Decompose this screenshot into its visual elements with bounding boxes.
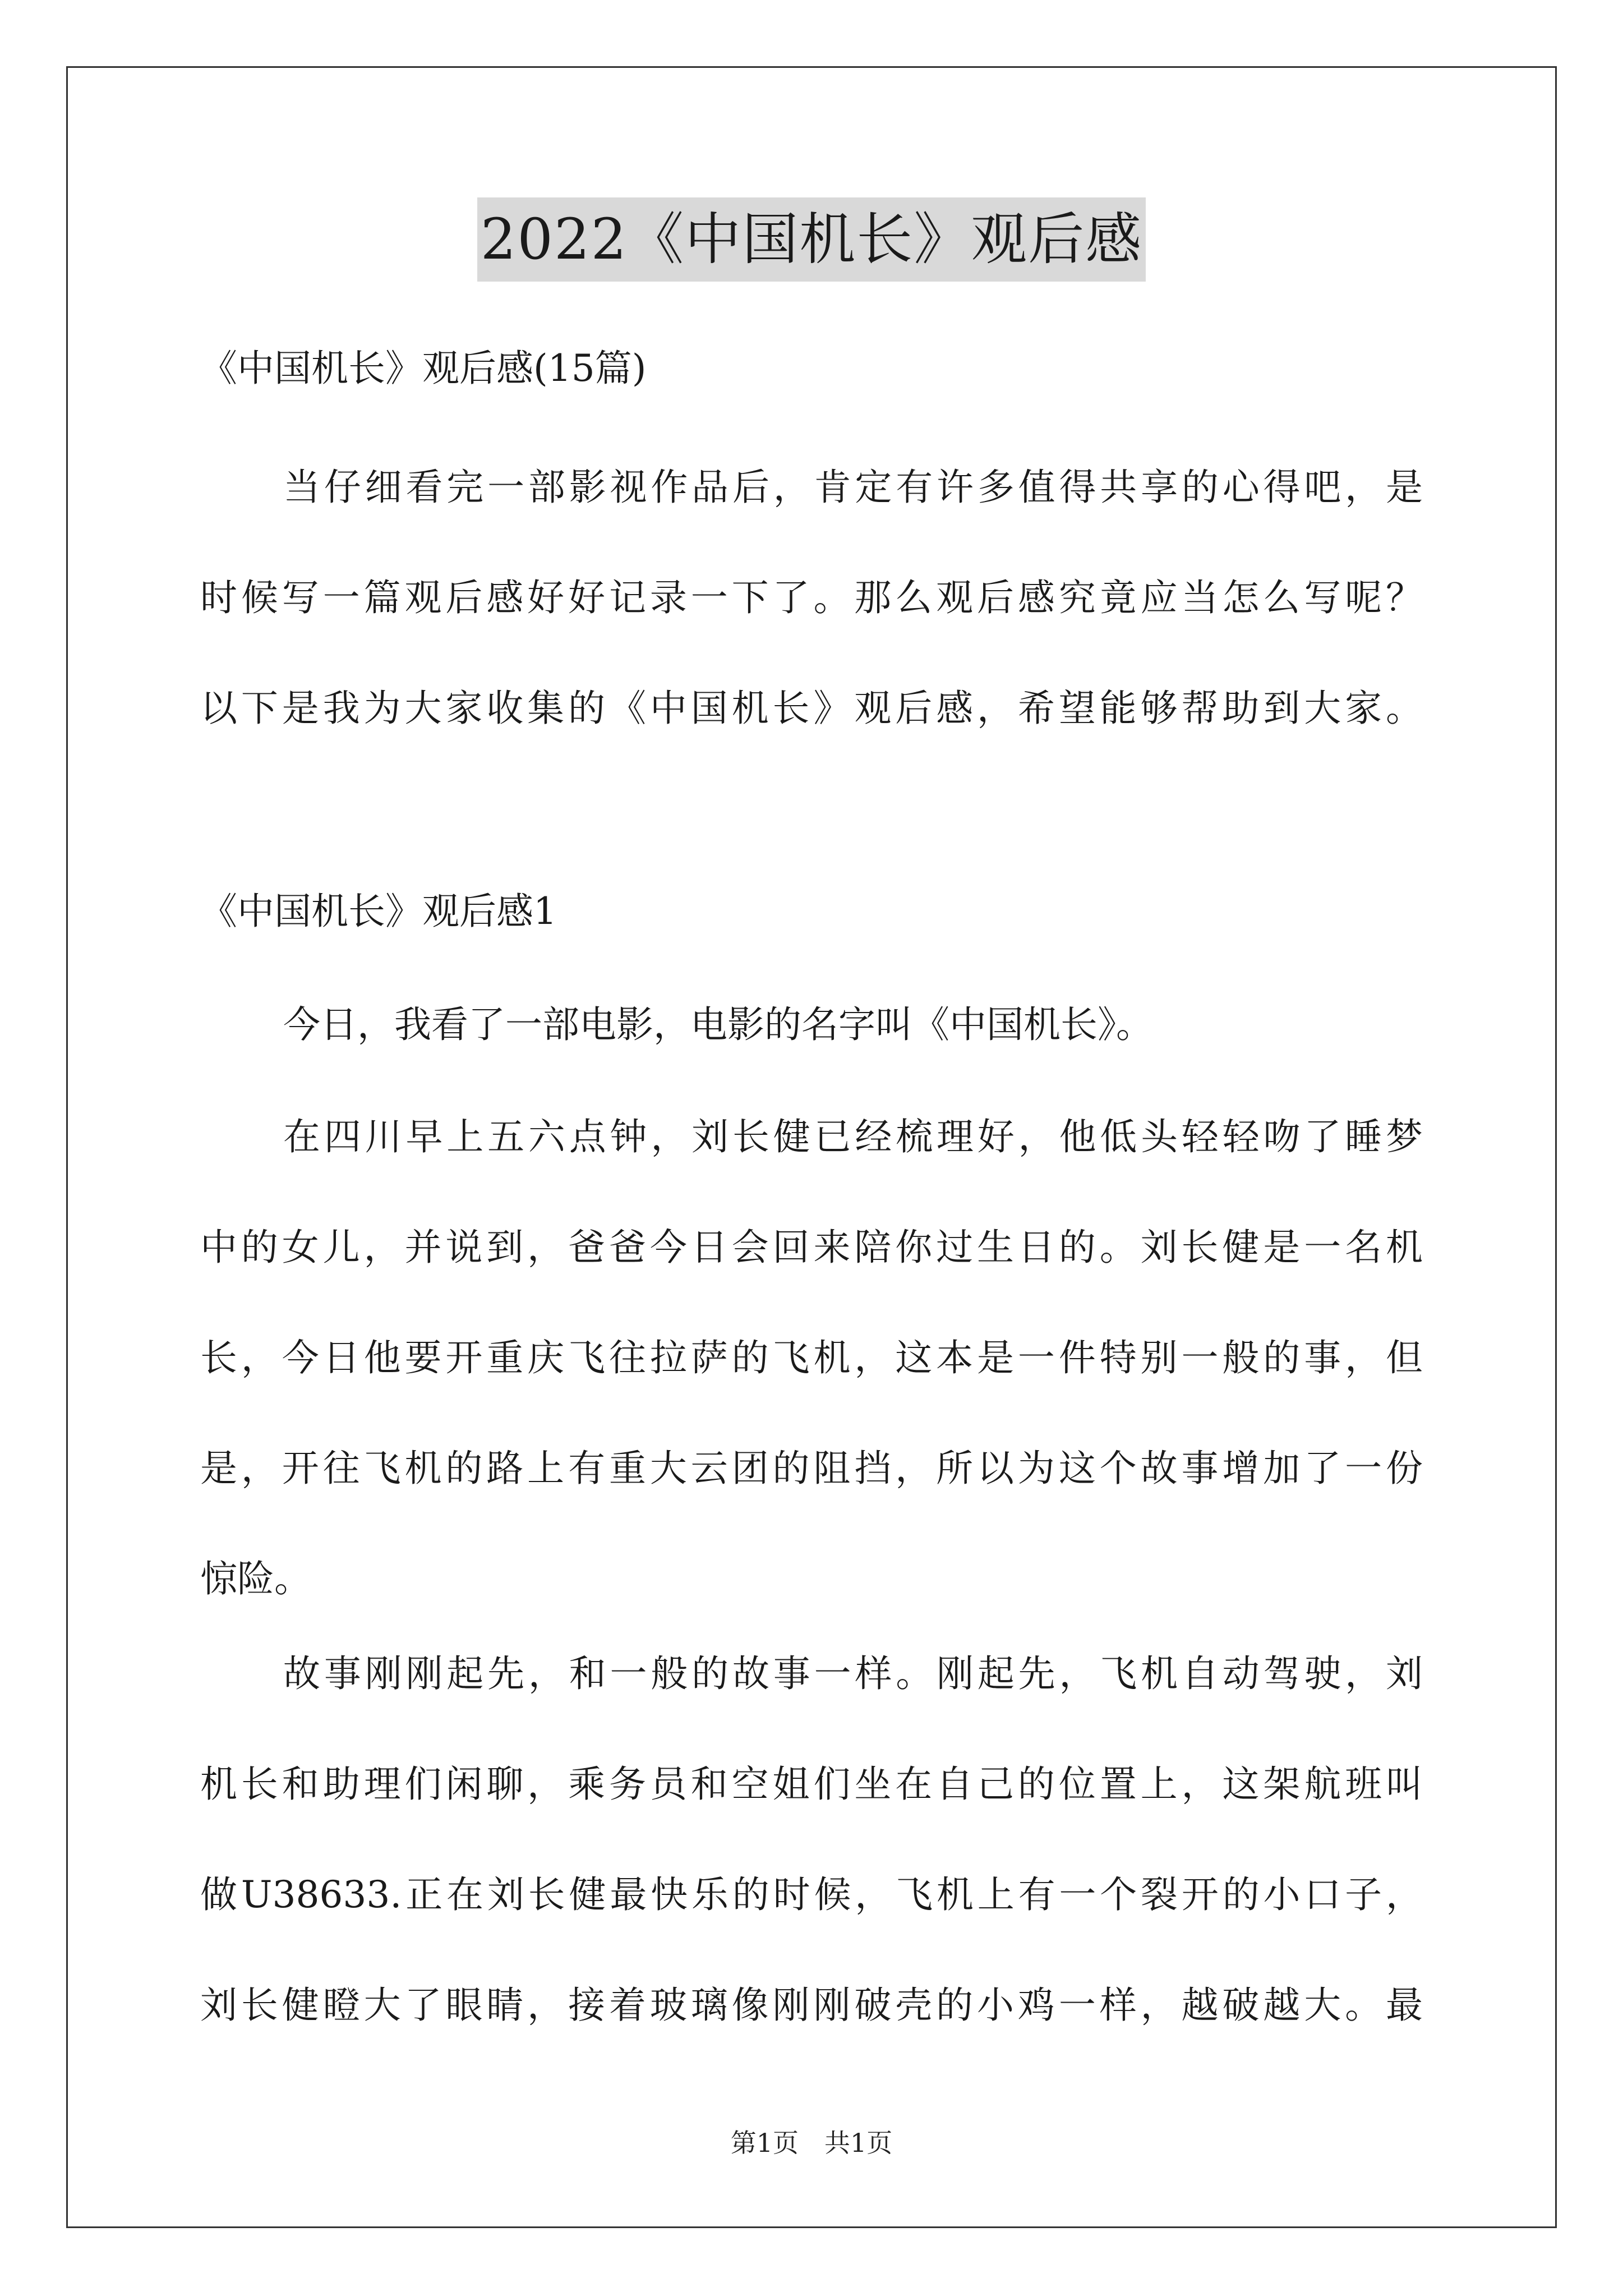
paragraph-3 (200, 1650, 1423, 2029)
intro-line: 时候写一篇观后感好好记录一下了。那么观后感究竟应当怎么写呢？ (200, 576, 1423, 619)
paragraph-line: 中的女儿，并说到，爸爸今日会回来陪你过生日的。刘长健是一名机 (200, 1226, 1423, 1269)
title-wrapper (0, 197, 1623, 282)
paragraph-line: 今日，我看了一部电影，电影的名字叫《中国机长》。 (283, 1003, 1153, 1046)
document-title: 2022《中国机长》观后感 (477, 197, 1146, 282)
paragraph-line: 长，今日他要开重庆飞往拉萨的飞机，这本是一件特别一般的事，但 (200, 1336, 1423, 1379)
subtitle-block (200, 345, 1423, 392)
paragraph-line: 是，开往飞机的路上有重大云团的阻挡，所以为这个故事增加了一份 (200, 1447, 1423, 1490)
paragraph-2 (200, 1114, 1423, 1603)
section-heading-block (200, 888, 1423, 935)
intro-line: 以下是我为大家收集的《中国机长》观后感，希望能够帮助到大家。 (200, 687, 1423, 730)
paragraph-line: 做U38633.正在刘长健最快乐的时候，飞机上有一个裂开的小口子， (200, 1873, 1423, 1916)
paragraph-1 (200, 1001, 1423, 1048)
paragraph-line: 故事刚刚起先，和一般的故事一样。刚起先，飞机自动驾驶，刘 (283, 1652, 1423, 1695)
paragraph-line: 惊险。 (200, 1557, 311, 1600)
document-subtitle: 《中国机长》观后感(15篇) (200, 347, 647, 390)
paragraph-line: 刘长健瞪大了眼睛，接着玻璃像刚刚破壳的小鸡一样，越破越大。最 (200, 1984, 1423, 2027)
intro-paragraph (200, 464, 1423, 732)
paragraph-line: 在四川早上五六点钟，刘长健已经梳理好，他低头轻轻吻了睡梦 (283, 1115, 1423, 1158)
section-heading: 《中国机长》观后感1 (200, 890, 557, 933)
intro-line: 当仔细看完一部影视作品后，肯定有许多值得共享的心得吧，是 (283, 466, 1423, 509)
paragraph-line: 机长和助理们闲聊，乘务员和空姐们坐在自己的位置上，这架航班叫 (200, 1763, 1423, 1806)
page-number-footer: 第1页 共1页 (730, 2128, 893, 2158)
